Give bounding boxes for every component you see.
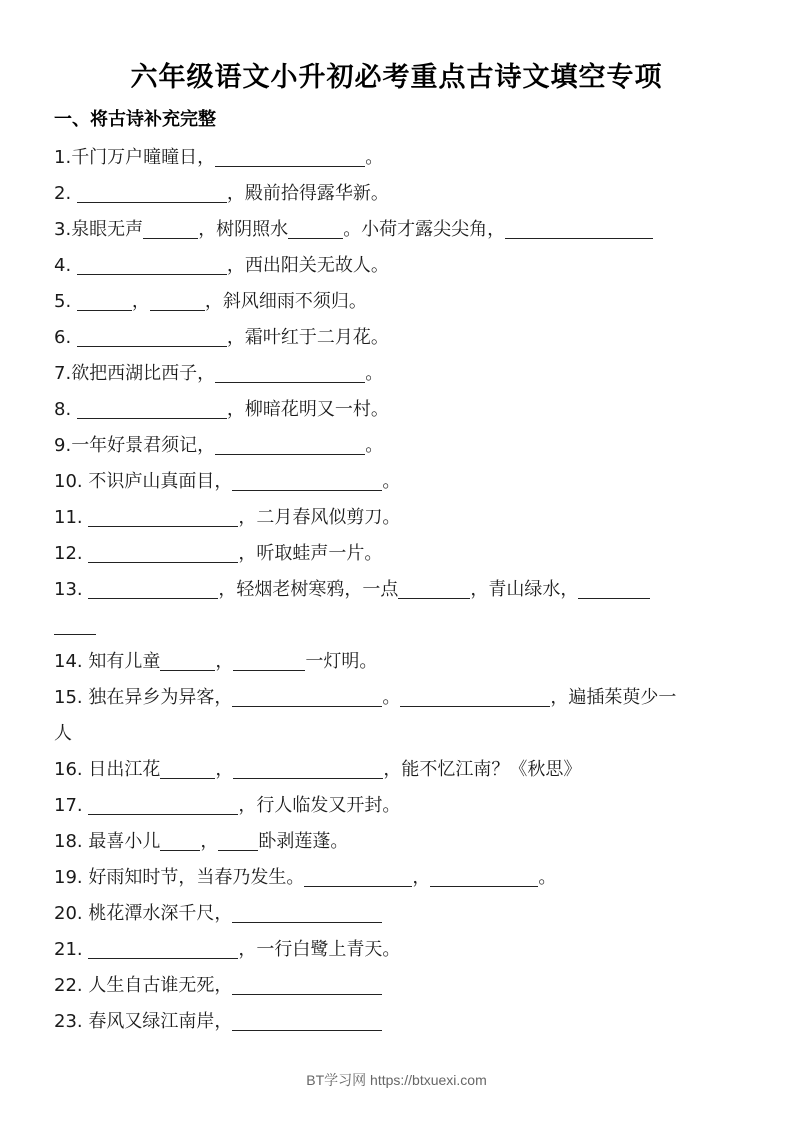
question-number: 5. bbox=[54, 291, 72, 312]
question-text: 。 bbox=[365, 435, 384, 456]
answer-blank[interactable] bbox=[77, 288, 132, 311]
question-text: 独在异乡为异客， bbox=[88, 687, 233, 708]
answer-blank[interactable] bbox=[143, 216, 198, 239]
question-number: 22. bbox=[54, 975, 83, 996]
question-text: ，一行白鹭上青天。 bbox=[238, 939, 401, 960]
answer-blank[interactable] bbox=[88, 792, 238, 815]
question-text: ，能不忆江南？《秋思》 bbox=[383, 759, 582, 780]
question-number: 14. bbox=[54, 651, 83, 672]
question-number: 10. bbox=[54, 471, 83, 492]
question-19 bbox=[54, 860, 744, 896]
question-text: 人 bbox=[54, 723, 72, 744]
question-text: ， bbox=[215, 759, 234, 780]
answer-blank[interactable] bbox=[430, 864, 538, 887]
answer-blank[interactable] bbox=[505, 216, 653, 239]
question-text: ， bbox=[412, 867, 431, 888]
question-text: ，柳暗花明又一村。 bbox=[226, 399, 389, 420]
section-heading: 一、将古诗补充完整 bbox=[54, 109, 216, 130]
question-text: 欲把西湖比西子， bbox=[71, 363, 216, 384]
question-18 bbox=[54, 824, 744, 860]
question-text: ，斜风细雨不须归。 bbox=[204, 291, 367, 312]
answer-blank[interactable] bbox=[215, 144, 365, 167]
answer-blank[interactable] bbox=[232, 684, 382, 707]
question-text: ，殿前拾得露华新。 bbox=[226, 183, 389, 204]
question-text: 桃花潭水深千尺， bbox=[88, 903, 233, 924]
answer-blank[interactable] bbox=[232, 972, 382, 995]
question-number: 18. bbox=[54, 831, 83, 852]
question-text: ，遍插茱萸少一 bbox=[550, 687, 677, 708]
question-text: 。 bbox=[365, 147, 384, 168]
answer-blank[interactable] bbox=[160, 828, 200, 851]
answer-blank[interactable] bbox=[160, 648, 215, 671]
question-5 bbox=[54, 284, 744, 320]
answer-blank[interactable] bbox=[304, 864, 412, 887]
page-title: 六年级语文小升初必考重点古诗文填空专项 bbox=[130, 62, 663, 93]
question-number: 12. bbox=[54, 543, 83, 564]
question-13 bbox=[54, 572, 744, 608]
question-text: ， bbox=[131, 291, 150, 312]
question-number: 19. bbox=[54, 867, 83, 888]
question-8 bbox=[54, 392, 744, 428]
question-22 bbox=[54, 968, 744, 1004]
answer-blank[interactable] bbox=[233, 756, 383, 779]
question-text: ，西出阳关无故人。 bbox=[226, 255, 389, 276]
answer-blank[interactable] bbox=[232, 1008, 382, 1031]
question-text: 卧剥莲蓬。 bbox=[258, 831, 349, 852]
question-text: ，听取蛙声一片。 bbox=[238, 543, 383, 564]
question-number: 17. bbox=[54, 795, 83, 816]
answer-blank[interactable] bbox=[578, 576, 650, 599]
question-text: 。 bbox=[538, 867, 557, 888]
answer-blank[interactable] bbox=[54, 612, 96, 635]
question-number: 11. bbox=[54, 507, 83, 528]
question-2 bbox=[54, 176, 744, 212]
answer-blank[interactable] bbox=[232, 468, 382, 491]
question-text: 人生自古谁无死， bbox=[88, 975, 233, 996]
answer-blank[interactable] bbox=[88, 576, 218, 599]
question-number: 9. bbox=[54, 435, 72, 456]
answer-blank[interactable] bbox=[88, 936, 238, 959]
question-text: 一年好景君须记， bbox=[71, 435, 216, 456]
question-number: 3. bbox=[54, 219, 72, 240]
question-11 bbox=[54, 500, 744, 536]
question-number: 7. bbox=[54, 363, 72, 384]
answer-blank[interactable] bbox=[88, 504, 238, 527]
question-text: 春风又绿江南岸， bbox=[88, 1011, 233, 1032]
question-text: 。 bbox=[382, 471, 401, 492]
question-14 bbox=[54, 644, 744, 680]
answer-blank[interactable] bbox=[77, 252, 227, 275]
question-9 bbox=[54, 428, 744, 464]
question-number: 2. bbox=[54, 183, 72, 204]
question-10 bbox=[54, 464, 744, 500]
question-text: ，树阴照水 bbox=[198, 219, 289, 240]
question-number: 4. bbox=[54, 255, 72, 276]
question-text: 一灯明。 bbox=[305, 651, 378, 672]
question-15-continuation bbox=[54, 716, 744, 752]
site-footer: BT学习网 https://btxuexi.com bbox=[306, 1072, 487, 1088]
question-number: 1. bbox=[54, 147, 72, 168]
question-text: ，轻烟老树寒鸦，一点 bbox=[218, 579, 399, 600]
question-text: 知有儿童 bbox=[88, 651, 161, 672]
question-number: 13. bbox=[54, 579, 83, 600]
question-text: ，行人临发又开封。 bbox=[238, 795, 401, 816]
question-text: ，青山绿水， bbox=[470, 579, 579, 600]
question-number: 6. bbox=[54, 327, 72, 348]
answer-blank[interactable] bbox=[150, 288, 205, 311]
question-4 bbox=[54, 248, 744, 284]
question-20 bbox=[54, 896, 744, 932]
question-text: ，二月春风似剪刀。 bbox=[238, 507, 401, 528]
answer-blank[interactable] bbox=[218, 828, 258, 851]
question-text: 。 bbox=[365, 363, 384, 384]
question-6 bbox=[54, 320, 744, 356]
question-number: 8. bbox=[54, 399, 72, 420]
question-text: 不识庐山真面目， bbox=[88, 471, 233, 492]
question-number: 23. bbox=[54, 1011, 83, 1032]
question-13-continuation bbox=[54, 608, 744, 644]
answer-blank[interactable] bbox=[288, 216, 343, 239]
question-number: 15. bbox=[54, 687, 83, 708]
question-15 bbox=[54, 680, 744, 716]
question-16 bbox=[54, 752, 744, 788]
question-text: 最喜小儿 bbox=[88, 831, 161, 852]
question-text: 日出江花 bbox=[88, 759, 161, 780]
answer-blank[interactable] bbox=[88, 540, 238, 563]
question-text: ， bbox=[200, 831, 219, 852]
question-17 bbox=[54, 788, 744, 824]
question-number: 20. bbox=[54, 903, 83, 924]
question-1 bbox=[54, 140, 744, 176]
question-23 bbox=[54, 1004, 744, 1040]
answer-blank[interactable] bbox=[233, 648, 305, 671]
answer-blank[interactable] bbox=[160, 756, 215, 779]
question-text: 好雨知时节，当春乃发生。 bbox=[88, 867, 305, 888]
question-text: 。小荷才露尖尖角， bbox=[343, 219, 506, 240]
question-text: 泉眼无声 bbox=[71, 219, 144, 240]
answer-blank[interactable] bbox=[215, 360, 365, 383]
question-3 bbox=[54, 212, 744, 248]
question-text: 。 bbox=[382, 687, 401, 708]
answer-blank[interactable] bbox=[215, 432, 365, 455]
question-text: ，霜叶红于二月花。 bbox=[226, 327, 389, 348]
answer-blank[interactable] bbox=[77, 180, 227, 203]
question-text: 千门万户曈曈日， bbox=[71, 147, 216, 168]
question-12 bbox=[54, 536, 744, 572]
answer-blank[interactable] bbox=[232, 900, 382, 923]
answer-blank[interactable] bbox=[400, 684, 550, 707]
answer-blank[interactable] bbox=[77, 324, 227, 347]
question-number: 16. bbox=[54, 759, 83, 780]
question-text: ， bbox=[215, 651, 234, 672]
question-number: 21. bbox=[54, 939, 83, 960]
question-list bbox=[54, 140, 744, 1040]
question-7 bbox=[54, 356, 744, 392]
question-21 bbox=[54, 932, 744, 968]
answer-blank[interactable] bbox=[398, 576, 470, 599]
answer-blank[interactable] bbox=[77, 396, 227, 419]
